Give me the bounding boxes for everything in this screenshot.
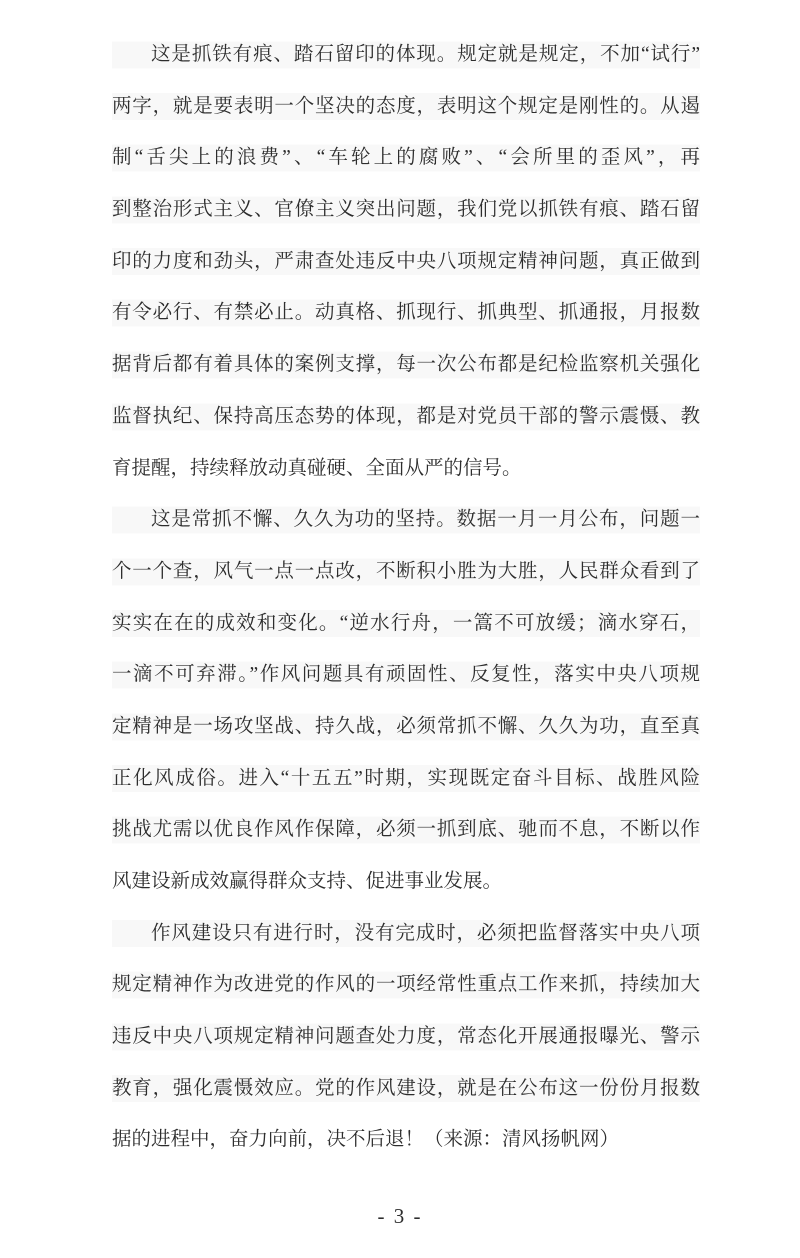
paragraph-3-line-2: 规定精神作为改进党的作风的一项经常性重点工作来抓，持续加大 [112,959,700,1011]
paragraph-3-line-1: 作风建设只有进行时，没有完成时，必须把监督落实中央八项 [112,908,700,960]
paragraph-3-line-4: 教育，强化震慑效应。党的作风建设，就是在公布这一份份月报数 [112,1063,700,1115]
document-body [112,29,700,1166]
paragraph-2-line-6: 正化风成俗。进入“十五五”时期，实现既定奋斗目标、战胜风险 [112,753,700,805]
paragraph-3-line-3: 违反中央八项规定精神问题查处力度，常态化开展通报曝光、警示 [112,1011,700,1063]
paragraph-2-line-5: 定精神是一场攻坚战、持久战，必须常抓不懈、久久为功，直至真 [112,701,700,753]
page-number: - 3 - [377,1204,423,1228]
paragraph-1-line-6: 有令必行、有禁必止。动真格、抓现行、抓典型、抓通报，月报数 [112,287,700,339]
paragraph-1-line-7: 据背后都有着具体的案例支撑，每一次公布都是纪检监察机关强化 [112,339,700,391]
paragraph-1-line-3: 制“舌尖上的浪费”、“车轮上的腐败”、“会所里的歪风”，再 [112,132,700,184]
paragraph-1-line-1: 这是抓铁有痕、踏石留印的体现。规定就是规定，不加“试行” [112,29,700,81]
paragraph-2-line-1: 这是常抓不懈、久久为功的坚持。数据一月一月公布，问题一 [112,494,700,546]
paragraph-3-line-5: 据的进程中，奋力向前，决不后退！（来源：清风扬帆网） [112,1129,620,1151]
paragraph-1-line-9: 育提醒，持续释放动真碰硬、全面从严的信号。 [112,457,522,479]
paragraph-1-line-2: 两字，就是要表明一个坚决的态度，表明这个规定是刚性的。从遏 [112,81,700,133]
paragraph-1-line-8: 监督执纪、保持高压态势的体现，都是对党员干部的警示震慑、教 [112,391,700,443]
paragraph-1-line-4: 到整治形式主义、官僚主义突出问题，我们党以抓铁有痕、踏石留 [112,184,700,236]
paragraph-1-line-5: 印的力度和劲头，严肃查处违反中央八项规定精神问题，真正做到 [112,236,700,288]
paragraph-2-line-4: 一滴不可弃滞。”作风问题具有顽固性、反复性，落实中央八项规 [112,649,700,701]
paragraph-2-line-2: 个一个查，风气一点一点改，不断积小胜为大胜，人民群众看到了 [112,546,700,598]
paragraph-2-line-3: 实实在在的成效和变化。“逆水行舟，一篙不可放缓；滴水穿石， [112,598,700,650]
paragraph-2-line-7: 挑战尤需以优良作风作保障，必须一抓到底、驰而不息，不断以作 [112,804,700,856]
paragraph-2-line-8: 风建设新成效赢得群众支持、促进事业发展。 [112,871,503,892]
